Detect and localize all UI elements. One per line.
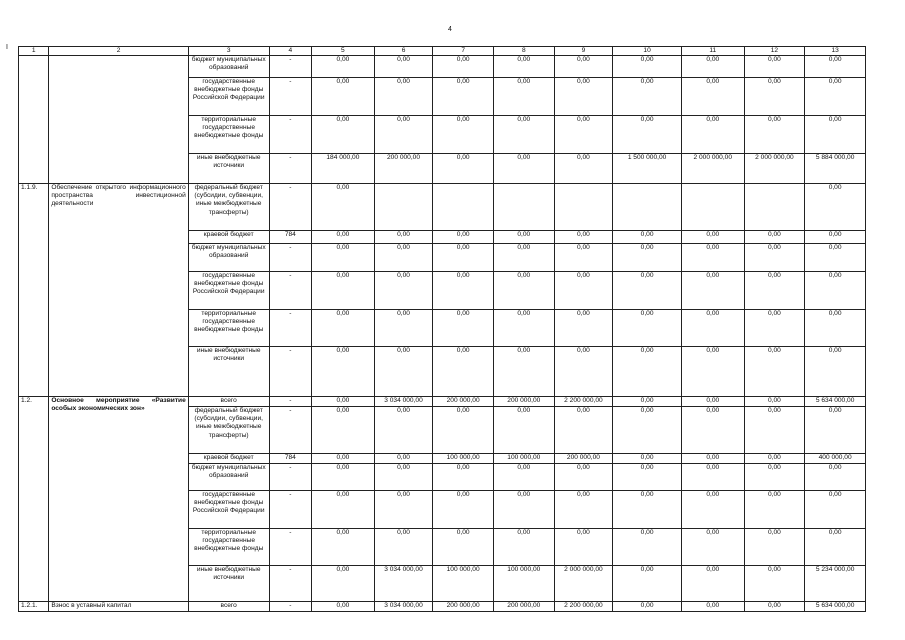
code-cell: - bbox=[269, 347, 311, 397]
amount-cell: 0,00 bbox=[613, 407, 682, 454]
amount-cell: 0,00 bbox=[744, 529, 805, 566]
amount-cell bbox=[613, 184, 682, 231]
amount-cell: 0,00 bbox=[433, 56, 494, 78]
amount-cell: 2 200 000,00 bbox=[554, 397, 613, 407]
amount-cell: 0,00 bbox=[433, 244, 494, 272]
code-cell: - bbox=[269, 310, 311, 347]
amount-cell bbox=[681, 184, 744, 231]
amount-cell: 0,00 bbox=[374, 116, 433, 154]
code-cell: - bbox=[269, 397, 311, 407]
amount-cell: 0,00 bbox=[744, 454, 805, 464]
code-cell: - bbox=[269, 529, 311, 566]
table-row bbox=[19, 397, 866, 407]
funding-source-cell: государственные внебюджетные фонды Российской Федерации bbox=[188, 78, 269, 116]
amount-cell: 2 000 000,00 bbox=[554, 566, 613, 602]
amount-cell: 0,00 bbox=[312, 347, 375, 397]
amount-cell: 0,00 bbox=[554, 491, 613, 529]
amount-cell: 200 000,00 bbox=[493, 602, 554, 612]
amount-cell: 0,00 bbox=[493, 116, 554, 154]
amount-cell: 1 500 000,00 bbox=[613, 154, 682, 184]
amount-cell: 0,00 bbox=[744, 56, 805, 78]
amount-cell: 400 000,00 bbox=[805, 454, 866, 464]
amount-cell: 200 000,00 bbox=[554, 454, 613, 464]
amount-cell: 0,00 bbox=[433, 78, 494, 116]
amount-cell: 0,00 bbox=[554, 154, 613, 184]
amount-cell: 0,00 bbox=[493, 272, 554, 310]
code-cell: - bbox=[269, 56, 311, 78]
amount-cell: 0,00 bbox=[805, 310, 866, 347]
amount-cell: 0,00 bbox=[433, 116, 494, 154]
item-number-cell: 1.2.1. bbox=[19, 602, 49, 612]
amount-cell: 0,00 bbox=[805, 244, 866, 272]
amount-cell: 184 000,00 bbox=[312, 154, 375, 184]
amount-cell: 100 000,00 bbox=[493, 454, 554, 464]
amount-cell: 0,00 bbox=[374, 56, 433, 78]
amount-cell: 100 000,00 bbox=[433, 566, 494, 602]
column-number: 8 bbox=[493, 47, 554, 56]
item-name-cell: Обеспечение открытого информационного пространства инвестиционной деятельности bbox=[49, 184, 188, 397]
funding-source-cell: краевой бюджет bbox=[188, 454, 269, 464]
amount-cell: 0,00 bbox=[744, 347, 805, 397]
amount-cell: 0,00 bbox=[493, 56, 554, 78]
amount-cell: 0,00 bbox=[613, 602, 682, 612]
amount-cell: 0,00 bbox=[554, 407, 613, 454]
amount-cell: 0,00 bbox=[374, 454, 433, 464]
amount-cell: 0,00 bbox=[554, 529, 613, 566]
funding-source-cell: федеральный бюджет (субсидии, субвенции, иные межбюджетные трансферты) bbox=[188, 407, 269, 454]
amount-cell: 0,00 bbox=[681, 272, 744, 310]
amount-cell: 0,00 bbox=[374, 529, 433, 566]
amount-cell: 0,00 bbox=[433, 464, 494, 491]
amount-cell: 100 000,00 bbox=[493, 566, 554, 602]
amount-cell: 0,00 bbox=[554, 464, 613, 491]
amount-cell: 0,00 bbox=[433, 491, 494, 529]
amount-cell: 0,00 bbox=[805, 464, 866, 491]
amount-cell: 0,00 bbox=[613, 244, 682, 272]
code-cell: - bbox=[269, 602, 311, 612]
amount-cell: 0,00 bbox=[493, 78, 554, 116]
amount-cell: 0,00 bbox=[433, 347, 494, 397]
amount-cell: 0,00 bbox=[554, 116, 613, 154]
amount-cell: 0,00 bbox=[681, 529, 744, 566]
code-cell: - bbox=[269, 407, 311, 454]
amount-cell: 5 634 000,00 bbox=[805, 397, 866, 407]
amount-cell: 0,00 bbox=[374, 310, 433, 347]
table-row bbox=[19, 56, 866, 78]
code-cell: - bbox=[269, 491, 311, 529]
amount-cell: 0,00 bbox=[433, 529, 494, 566]
amount-cell: 0,00 bbox=[805, 272, 866, 310]
funding-source-cell: территориальные государственные внебюджетные фонды bbox=[188, 116, 269, 154]
column-number: 9 bbox=[554, 47, 613, 56]
amount-cell: 0,00 bbox=[312, 491, 375, 529]
funding-source-cell: краевой бюджет bbox=[188, 231, 269, 244]
amount-cell: 0,00 bbox=[374, 78, 433, 116]
column-number: 10 bbox=[613, 47, 682, 56]
funding-source-cell: всего bbox=[188, 602, 269, 612]
amount-cell: 0,00 bbox=[744, 397, 805, 407]
amount-cell: 0,00 bbox=[805, 231, 866, 244]
amount-cell: 0,00 bbox=[681, 347, 744, 397]
amount-cell: 0,00 bbox=[374, 231, 433, 244]
column-number: 4 bbox=[269, 47, 311, 56]
amount-cell: 0,00 bbox=[312, 184, 375, 231]
funding-source-cell: федеральный бюджет (субсидии, субвенции, иные межбюджетные трансферты) bbox=[188, 184, 269, 231]
item-name-cell bbox=[49, 56, 188, 184]
amount-cell: 0,00 bbox=[744, 272, 805, 310]
amount-cell: 0,00 bbox=[493, 491, 554, 529]
amount-cell: 0,00 bbox=[374, 272, 433, 310]
amount-cell: 0,00 bbox=[374, 464, 433, 491]
amount-cell: 0,00 bbox=[433, 407, 494, 454]
code-cell: - bbox=[269, 272, 311, 310]
amount-cell: 5 234 000,00 bbox=[805, 566, 866, 602]
amount-cell: 0,00 bbox=[433, 272, 494, 310]
amount-cell: 0,00 bbox=[681, 310, 744, 347]
column-number: 5 bbox=[312, 47, 375, 56]
column-number: 2 bbox=[49, 47, 188, 56]
page-number: 4 bbox=[448, 26, 452, 33]
amount-cell: 0,00 bbox=[554, 231, 613, 244]
amount-cell: 0,00 bbox=[554, 272, 613, 310]
amount-cell: 5 634 000,00 bbox=[805, 602, 866, 612]
amount-cell: 0,00 bbox=[312, 231, 375, 244]
amount-cell: 0,00 bbox=[744, 116, 805, 154]
amount-cell: 0,00 bbox=[312, 397, 375, 407]
amount-cell bbox=[374, 184, 433, 231]
amount-cell: 0,00 bbox=[744, 231, 805, 244]
column-number: 12 bbox=[744, 47, 805, 56]
amount-cell bbox=[744, 184, 805, 231]
amount-cell: 0,00 bbox=[613, 78, 682, 116]
table-row bbox=[19, 184, 866, 231]
funding-source-cell: иные внебюджетные источники bbox=[188, 154, 269, 184]
amount-cell: 0,00 bbox=[744, 310, 805, 347]
amount-cell: 0,00 bbox=[493, 244, 554, 272]
amount-cell: 0,00 bbox=[805, 407, 866, 454]
amount-cell: 0,00 bbox=[613, 272, 682, 310]
amount-cell: 0,00 bbox=[613, 464, 682, 491]
amount-cell: 3 034 000,00 bbox=[374, 397, 433, 407]
amount-cell: 0,00 bbox=[312, 454, 375, 464]
amount-cell: 0,00 bbox=[433, 310, 494, 347]
amount-cell: 0,00 bbox=[312, 244, 375, 272]
amount-cell: 0,00 bbox=[744, 464, 805, 491]
amount-cell: 0,00 bbox=[433, 154, 494, 184]
amount-cell: 0,00 bbox=[374, 347, 433, 397]
amount-cell: 0,00 bbox=[613, 529, 682, 566]
amount-cell: 0,00 bbox=[805, 56, 866, 78]
amount-cell: 0,00 bbox=[681, 116, 744, 154]
amount-cell: 0,00 bbox=[681, 56, 744, 78]
funding-source-cell: территориальные государственные внебюджетные фонды bbox=[188, 310, 269, 347]
amount-cell: 0,00 bbox=[805, 116, 866, 154]
funding-source-cell: иные внебюджетные источники bbox=[188, 347, 269, 397]
amount-cell: 0,00 bbox=[554, 78, 613, 116]
amount-cell: 0,00 bbox=[312, 56, 375, 78]
amount-cell: 0,00 bbox=[493, 154, 554, 184]
amount-cell: 0,00 bbox=[493, 529, 554, 566]
amount-cell: 0,00 bbox=[805, 184, 866, 231]
amount-cell: 2 200 000,00 bbox=[554, 602, 613, 612]
code-cell: - bbox=[269, 464, 311, 491]
column-number-row bbox=[19, 47, 866, 56]
amount-cell: 0,00 bbox=[554, 244, 613, 272]
amount-cell: 0,00 bbox=[613, 116, 682, 154]
amount-cell: 0,00 bbox=[312, 566, 375, 602]
code-cell: - bbox=[269, 184, 311, 231]
amount-cell: 0,00 bbox=[554, 56, 613, 78]
amount-cell: 0,00 bbox=[613, 310, 682, 347]
amount-cell: 0,00 bbox=[744, 407, 805, 454]
amount-cell: 0,00 bbox=[613, 231, 682, 244]
amount-cell: 0,00 bbox=[613, 347, 682, 397]
funding-source-cell: всего bbox=[188, 397, 269, 407]
funding-source-cell: государственные внебюджетные фонды Российской Федерации bbox=[188, 272, 269, 310]
code-cell: - bbox=[269, 154, 311, 184]
amount-cell: 200 000,00 bbox=[493, 397, 554, 407]
amount-cell: 0,00 bbox=[312, 116, 375, 154]
amount-cell: 0,00 bbox=[312, 407, 375, 454]
amount-cell: 0,00 bbox=[312, 464, 375, 491]
funding-source-cell: бюджет муниципальных образований bbox=[188, 464, 269, 491]
funding-source-cell: бюджет муниципальных образований bbox=[188, 56, 269, 78]
amount-cell: 200 000,00 bbox=[433, 397, 494, 407]
amount-cell: 0,00 bbox=[613, 56, 682, 78]
amount-cell: 0,00 bbox=[312, 78, 375, 116]
amount-cell: 0,00 bbox=[493, 464, 554, 491]
amount-cell: 0,00 bbox=[613, 491, 682, 529]
amount-cell: 0,00 bbox=[681, 602, 744, 612]
amount-cell: 0,00 bbox=[681, 454, 744, 464]
column-number: 11 bbox=[681, 47, 744, 56]
funding-source-cell: бюджет муниципальных образований bbox=[188, 244, 269, 272]
amount-cell: 0,00 bbox=[613, 397, 682, 407]
code-cell: - bbox=[269, 566, 311, 602]
amount-cell: 0,00 bbox=[312, 272, 375, 310]
amount-cell: 200 000,00 bbox=[433, 602, 494, 612]
amount-cell: 0,00 bbox=[312, 529, 375, 566]
column-number: 6 bbox=[374, 47, 433, 56]
amount-cell bbox=[493, 184, 554, 231]
amount-cell: 0,00 bbox=[681, 464, 744, 491]
amount-cell: 0,00 bbox=[744, 244, 805, 272]
budget-table bbox=[18, 46, 866, 612]
amount-cell: 0,00 bbox=[554, 310, 613, 347]
amount-cell: 0,00 bbox=[744, 78, 805, 116]
amount-cell: 0,00 bbox=[744, 491, 805, 529]
item-number-cell bbox=[19, 56, 49, 184]
amount-cell: 0,00 bbox=[681, 407, 744, 454]
item-number-cell: 1.1.9. bbox=[19, 184, 49, 397]
code-cell: 784 bbox=[269, 231, 311, 244]
amount-cell: 0,00 bbox=[312, 602, 375, 612]
amount-cell: 0,00 bbox=[374, 491, 433, 529]
funding-source-cell: иные внебюджетные источники bbox=[188, 566, 269, 602]
amount-cell: 0,00 bbox=[681, 231, 744, 244]
amount-cell: 0,00 bbox=[681, 491, 744, 529]
amount-cell bbox=[554, 184, 613, 231]
amount-cell: 200 000,00 bbox=[374, 154, 433, 184]
margin-mark: I bbox=[6, 44, 8, 51]
amount-cell: 0,00 bbox=[805, 347, 866, 397]
amount-cell: 0,00 bbox=[744, 566, 805, 602]
amount-cell: 0,00 bbox=[493, 310, 554, 347]
code-cell: - bbox=[269, 78, 311, 116]
amount-cell: 0,00 bbox=[613, 454, 682, 464]
amount-cell: 0,00 bbox=[744, 602, 805, 612]
amount-cell: 2 000 000,00 bbox=[681, 154, 744, 184]
amount-cell: 100 000,00 bbox=[433, 454, 494, 464]
amount-cell: 0,00 bbox=[805, 78, 866, 116]
amount-cell: 0,00 bbox=[805, 529, 866, 566]
code-cell: - bbox=[269, 116, 311, 154]
amount-cell: 0,00 bbox=[493, 347, 554, 397]
funding-source-cell: территориальные государственные внебюджетные фонды bbox=[188, 529, 269, 566]
amount-cell: 0,00 bbox=[681, 78, 744, 116]
amount-cell: 5 884 000,00 bbox=[805, 154, 866, 184]
column-number: 3 bbox=[188, 47, 269, 56]
column-number: 1 bbox=[19, 47, 49, 56]
code-cell: 784 bbox=[269, 454, 311, 464]
amount-cell: 0,00 bbox=[554, 347, 613, 397]
column-number: 7 bbox=[433, 47, 494, 56]
table-row bbox=[19, 602, 866, 612]
amount-cell bbox=[433, 184, 494, 231]
amount-cell: 0,00 bbox=[433, 231, 494, 244]
amount-cell: 0,00 bbox=[493, 231, 554, 244]
funding-source-cell: государственные внебюджетные фонды Российской Федерации bbox=[188, 491, 269, 529]
amount-cell: 0,00 bbox=[681, 397, 744, 407]
code-cell: - bbox=[269, 244, 311, 272]
amount-cell: 0,00 bbox=[681, 566, 744, 602]
amount-cell: 0,00 bbox=[681, 244, 744, 272]
amount-cell: 0,00 bbox=[374, 244, 433, 272]
amount-cell: 0,00 bbox=[613, 566, 682, 602]
item-name-cell: Взнос в уставный капитал bbox=[49, 602, 188, 612]
item-name-cell: Основное мероприятие «Развитие особых экономических зон» bbox=[49, 397, 188, 602]
item-number-cell: 1.2. bbox=[19, 397, 49, 602]
amount-cell: 3 034 000,00 bbox=[374, 566, 433, 602]
amount-cell: 2 000 000,00 bbox=[744, 154, 805, 184]
amount-cell: 0,00 bbox=[312, 310, 375, 347]
column-number: 13 bbox=[805, 47, 866, 56]
amount-cell: 0,00 bbox=[805, 491, 866, 529]
amount-cell: 3 034 000,00 bbox=[374, 602, 433, 612]
amount-cell: 0,00 bbox=[374, 407, 433, 454]
amount-cell: 0,00 bbox=[493, 407, 554, 454]
